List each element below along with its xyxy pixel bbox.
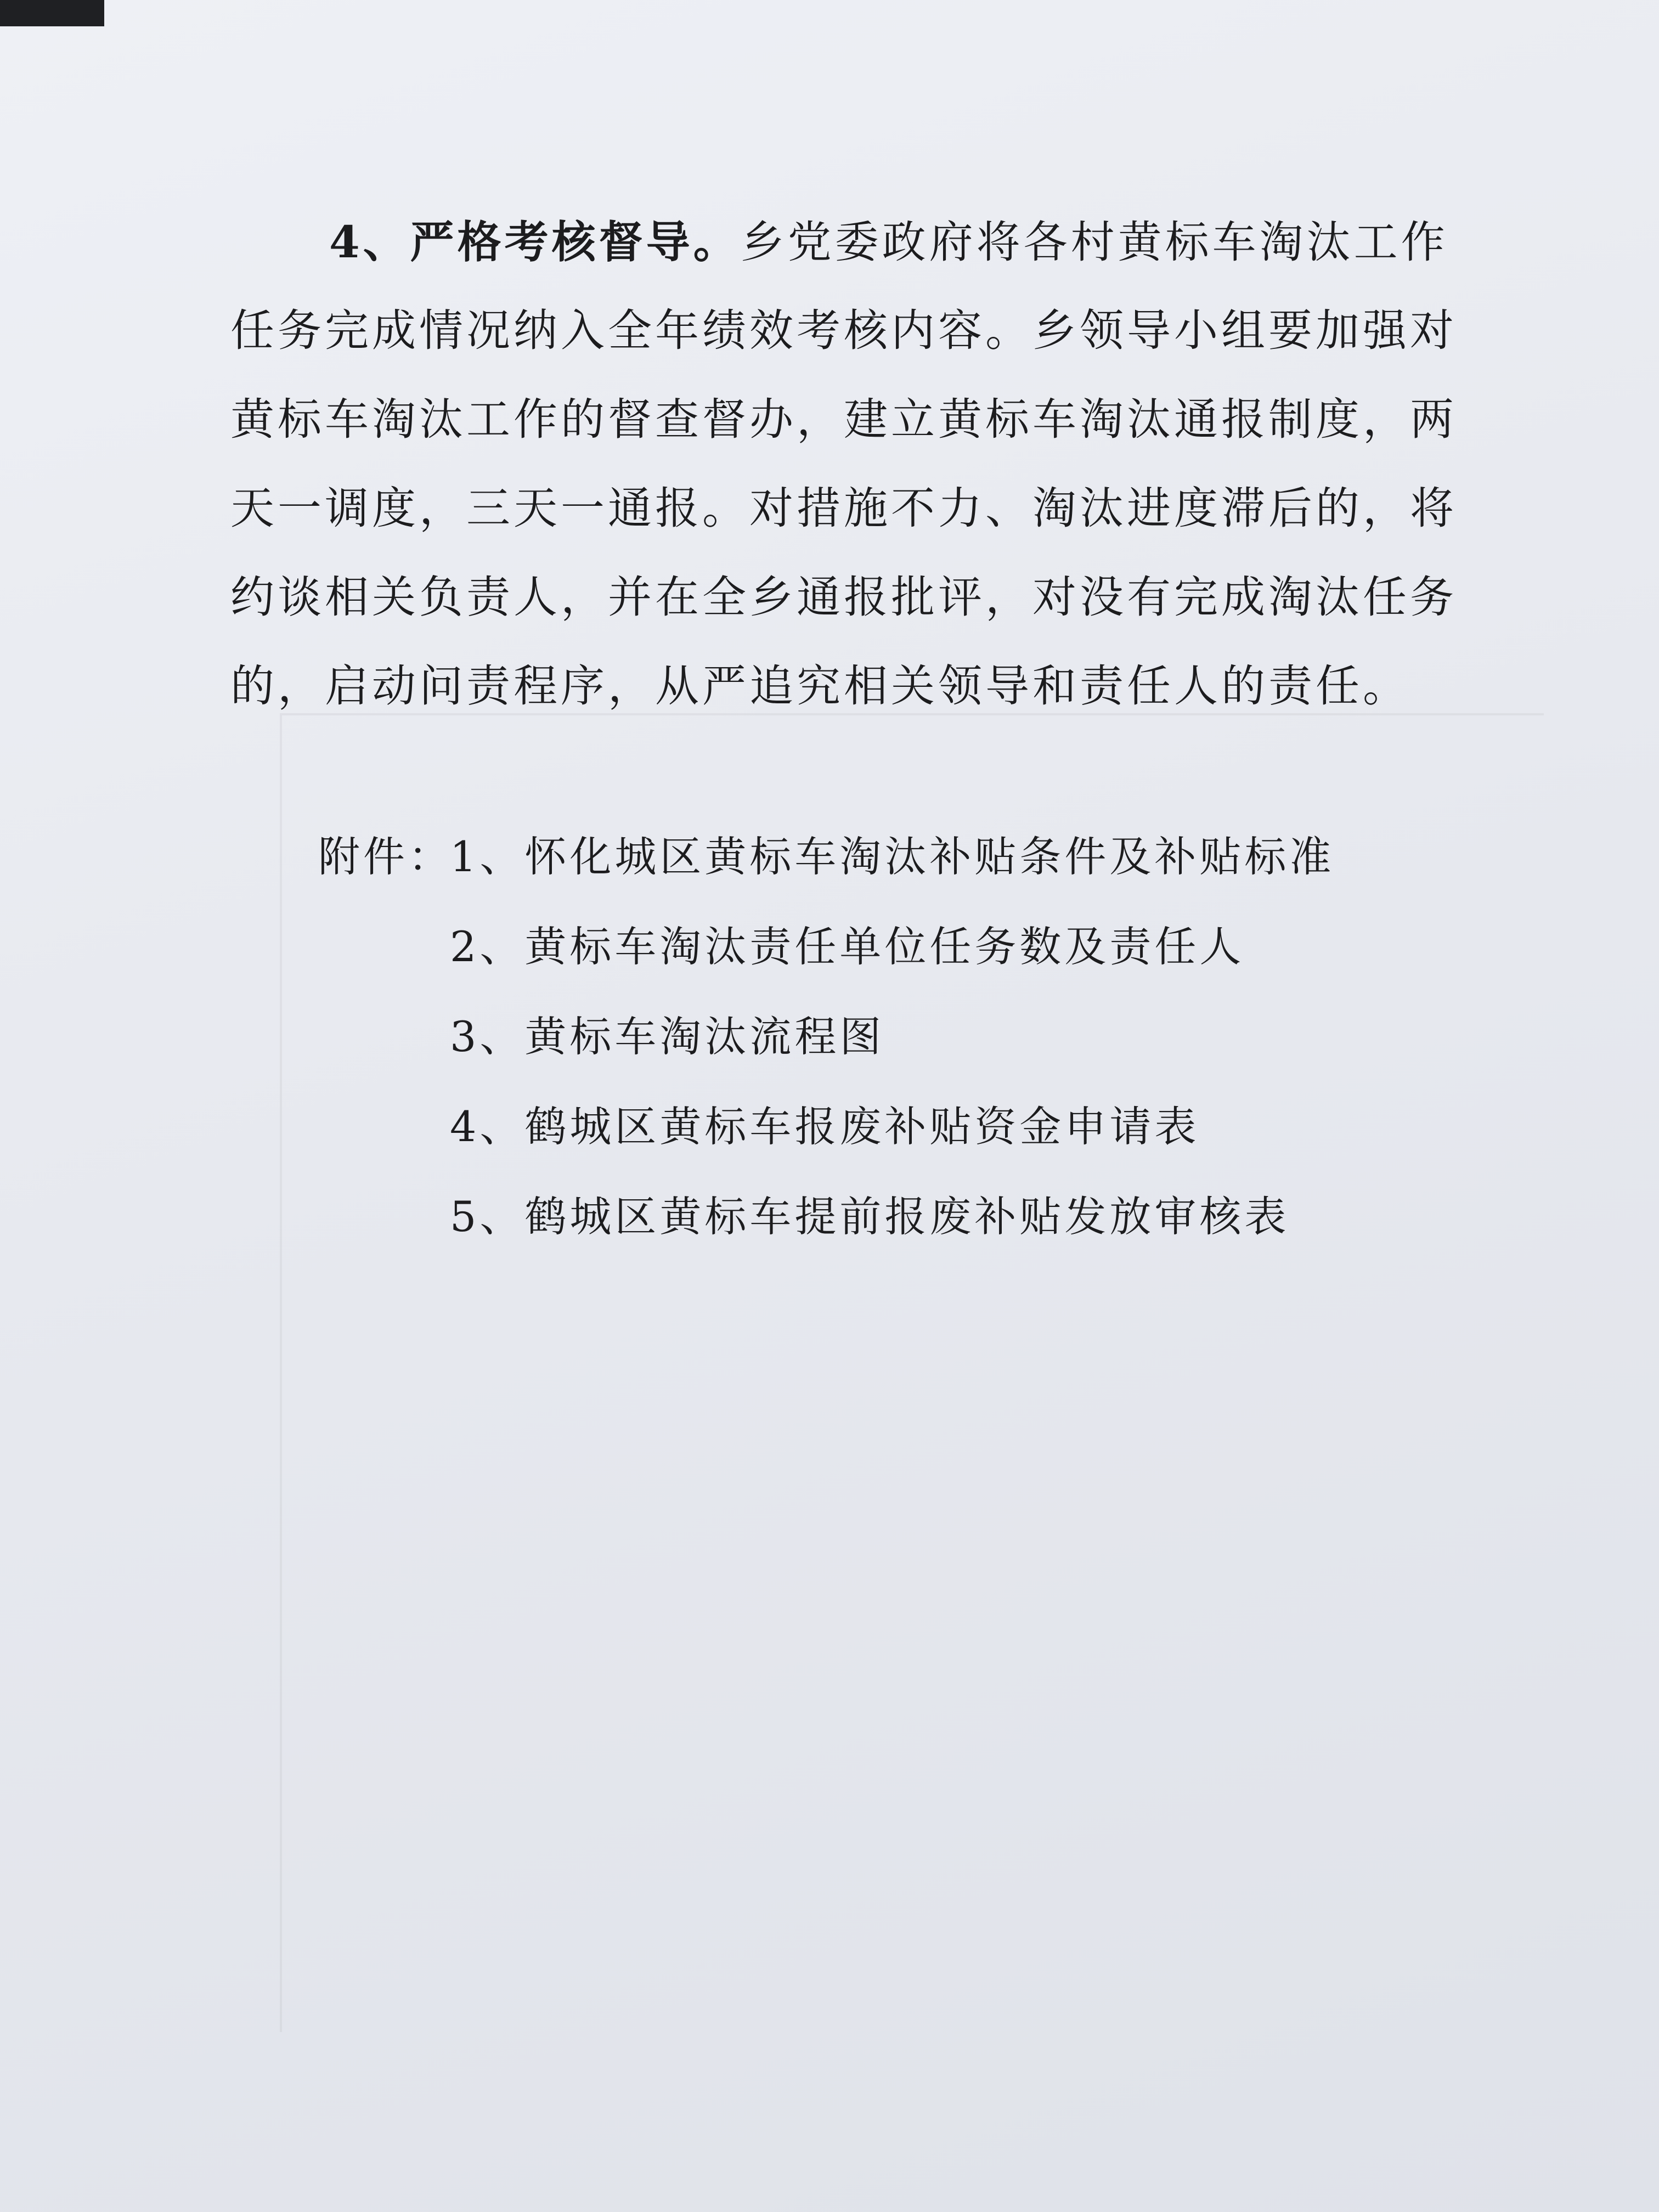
paragraph-line: 的，启动问责程序，从严追究相关领导和责任人的责任。	[230, 661, 1410, 712]
paragraph-line: 约谈相关负责人，并在全乡通报批评，对没有完成淘汰任务	[230, 572, 1457, 623]
document-page	[82, 0, 1659, 2212]
attachment-title: 3、黄标车淘汰流程图	[450, 1012, 885, 1061]
paragraph-line: 任务完成情况纳入全年绩效考核内容。乡领导小组要加强对	[230, 305, 1457, 356]
attachment-title: 2、黄标车淘汰责任单位任务数及责任人	[450, 922, 1245, 971]
paragraph-line: 黄标车淘汰工作的督查督办，建立黄标车淘汰通报制度，两	[230, 394, 1457, 445]
attachment-item	[318, 902, 1334, 992]
attachment-item	[318, 812, 1334, 902]
attachment-title: 1、怀化城区黄标车淘汰补贴条件及补贴标准	[450, 832, 1335, 881]
paragraph-line: 天一调度，三天一通报。对措施不力、淘汰进度滞后的，将	[230, 483, 1457, 534]
attachment-item	[318, 1172, 1334, 1262]
attachment-title: 5、鹤城区黄标车提前报废补贴发放审核表	[450, 1192, 1290, 1241]
attachment-title: 4、鹤城区黄标车报废补贴资金申请表	[450, 1102, 1200, 1151]
assessment-paragraph	[230, 198, 1492, 731]
paragraph-text: 乡党委政府将各村黄标车淘汰工作	[740, 217, 1448, 268]
attachments-label: 附件：	[318, 832, 453, 881]
attachment-item	[318, 1082, 1334, 1172]
attachment-item	[318, 992, 1334, 1082]
attachments-list	[318, 812, 1334, 1262]
section-heading: 4、严格考核督导。	[329, 216, 741, 268]
paragraph-line	[230, 198, 1492, 286]
